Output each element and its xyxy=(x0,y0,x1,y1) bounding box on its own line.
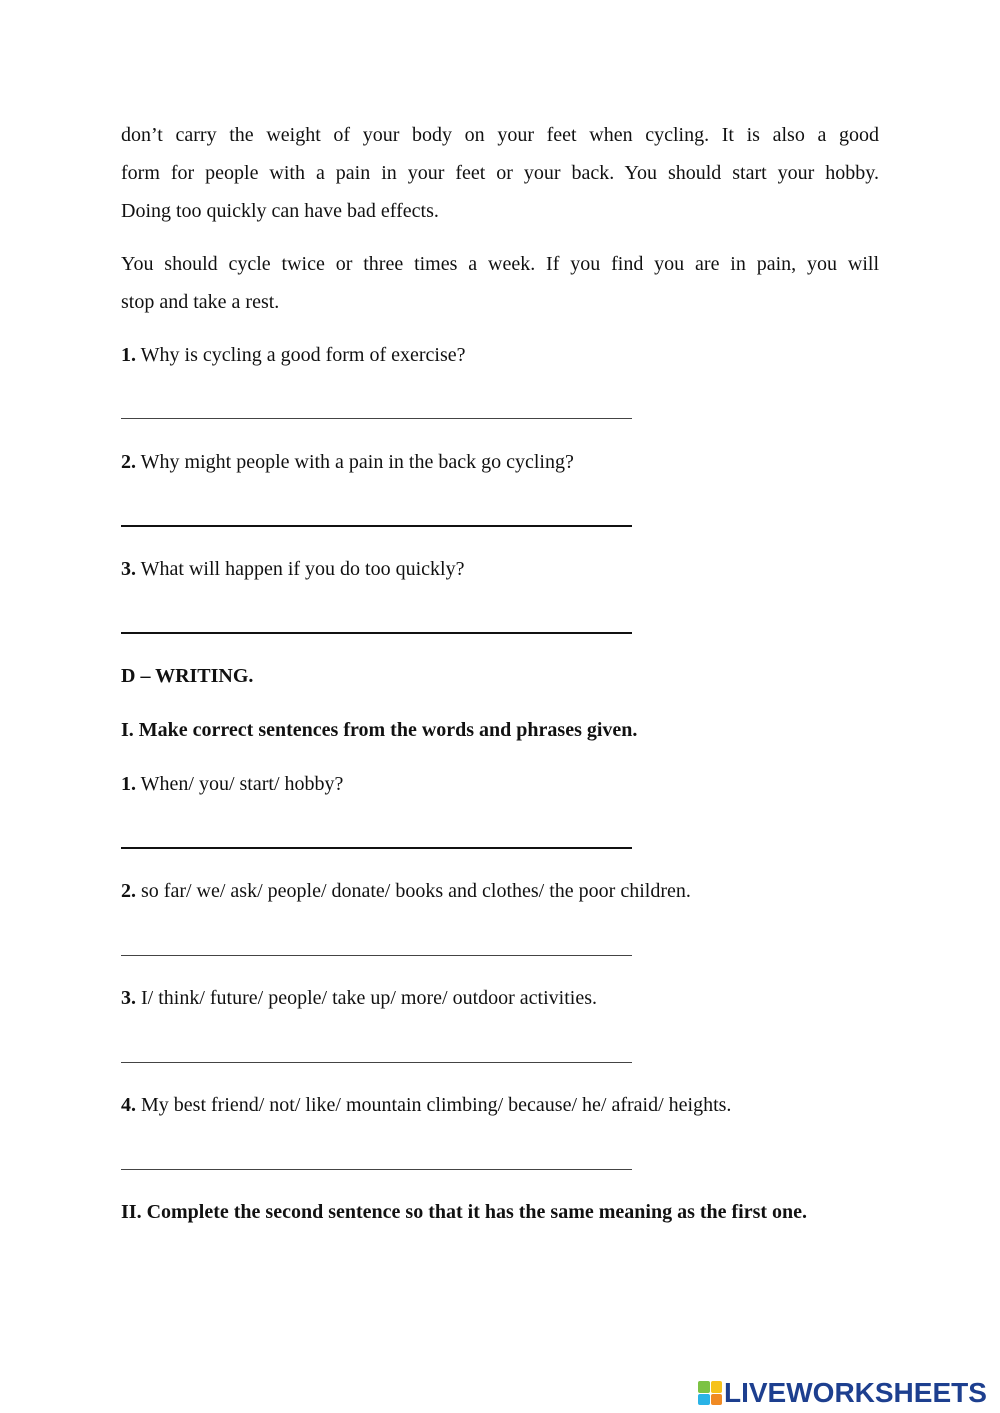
question-text: Why is cycling a good form of exercise? xyxy=(140,344,466,366)
passage-line: Doing too quickly can have bad effects. xyxy=(121,200,439,222)
part2-title: II. Complete the second sentence so that it has the same meaning as the first one. xyxy=(121,1201,808,1223)
writing-item-4 xyxy=(121,1093,731,1117)
answer-line-w2[interactable] xyxy=(121,955,632,956)
question-text: What will happen if you do too quickly? xyxy=(140,558,465,580)
logo-square-icon xyxy=(711,1394,723,1406)
logo-text: LIVEWORKSHEETS xyxy=(724,1377,987,1408)
question-number: 2. xyxy=(121,451,136,473)
question-1 xyxy=(121,343,466,367)
part1-title: I. Make correct sentences from the words and phrases given. xyxy=(121,719,638,741)
item-number: 2. xyxy=(121,880,136,902)
writing-item-2 xyxy=(121,879,691,903)
section-title-writing: D – WRITING. xyxy=(121,665,254,687)
question-text: Why might people with a pain in the back go cycling? xyxy=(140,451,574,473)
logo-square-icon xyxy=(698,1394,710,1406)
item-number: 3. xyxy=(121,987,136,1009)
answer-line-w1[interactable] xyxy=(121,847,632,849)
item-text: When/ you/ start/ hobby? xyxy=(140,773,344,795)
item-text: so far/ we/ ask/ people/ donate/ books and clothes/ the poor children. xyxy=(141,880,691,902)
passage-line: stop and take a rest. xyxy=(121,291,280,313)
passage-line: don’t carry the weight of your body on your feet when cycling. It is also a good xyxy=(121,124,879,146)
question-number: 3. xyxy=(121,558,136,580)
answer-line-q2[interactable] xyxy=(121,525,632,527)
writing-item-1 xyxy=(121,772,343,796)
item-number: 1. xyxy=(121,773,136,795)
item-number: 4. xyxy=(121,1094,136,1116)
passage-line: You should cycle twice or three times a week. If you find you are in pain, you will xyxy=(121,253,879,275)
item-text: I/ think/ future/ people/ take up/ more/ outdoor activities. xyxy=(141,987,597,1009)
question-number: 1. xyxy=(121,344,136,366)
logo-square-icon xyxy=(711,1381,723,1393)
item-text: My best friend/ not/ like/ mountain climbing/ because/ he/ afraid/ heights. xyxy=(141,1094,732,1116)
question-3 xyxy=(121,557,464,581)
logo-mark-icon xyxy=(698,1381,722,1405)
answer-line-w3[interactable] xyxy=(121,1062,632,1063)
question-2 xyxy=(121,450,574,474)
answer-line-q1[interactable] xyxy=(121,418,632,419)
liveworksheets-logo xyxy=(698,1378,987,1408)
passage-line: form for people with a pain in your feet or your back. You should start your hobby. xyxy=(121,162,879,184)
logo-square-icon xyxy=(698,1381,710,1393)
answer-line-w4[interactable] xyxy=(121,1169,632,1170)
answer-line-q3[interactable] xyxy=(121,632,632,634)
writing-item-3 xyxy=(121,986,597,1010)
